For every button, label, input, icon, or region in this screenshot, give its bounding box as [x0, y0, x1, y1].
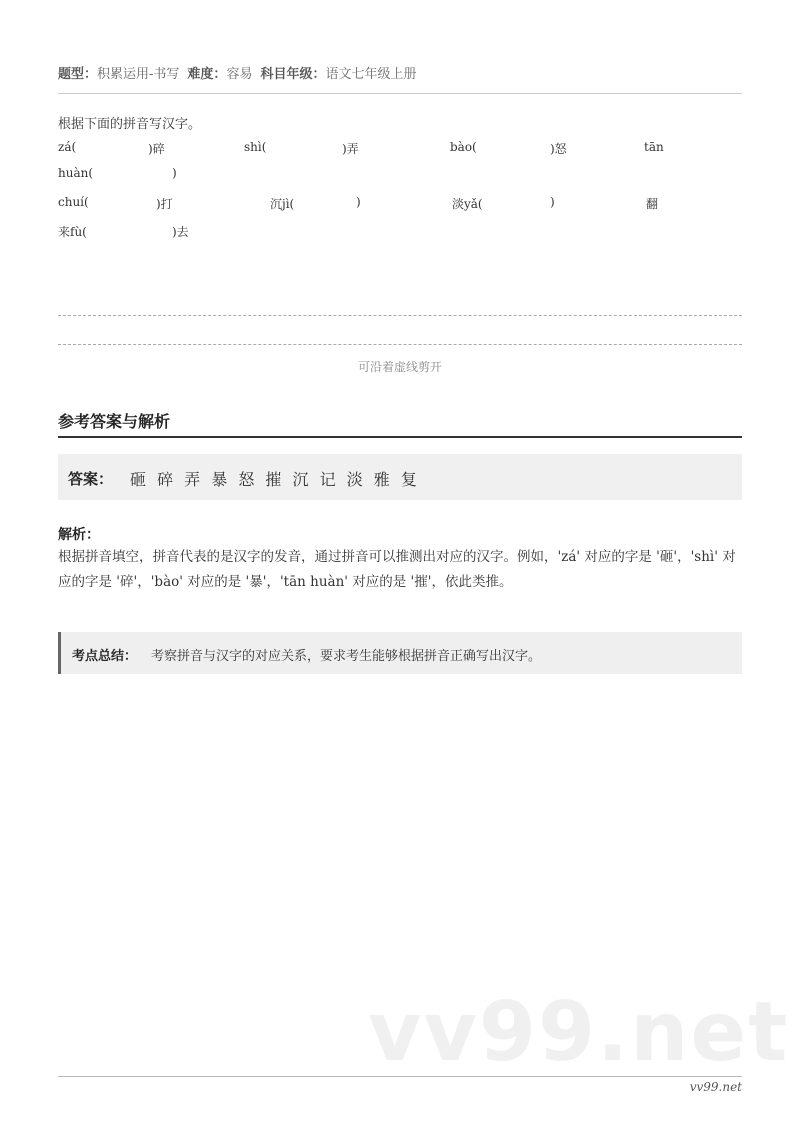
- question-row-4: [58, 223, 742, 243]
- question-blank-part: )碎: [148, 142, 165, 156]
- question-blank-part: bào(: [450, 140, 477, 154]
- analysis-text: 根据拼音填空，拼音代表的是汉字的发音，通过拼音可以推测出对应的汉字。例如，'zá' 对应的字是 '砸'，'shì' 对应的字是 '碎'，'bào' 对应的是 '暴'，'tān huàn' 对应的是 '摧'，依此类推。: [58, 549, 736, 590]
- question-blank-part: zá(: [58, 140, 77, 154]
- answer-box: [58, 454, 742, 500]
- summary-label: 考点总结：: [72, 649, 138, 664]
- footer-site: vv99.net: [689, 1080, 742, 1094]
- question-blank-part: chuí(: [58, 195, 89, 209]
- question-blank-part: 淡yǎ(: [452, 197, 483, 211]
- top-divider: [58, 93, 742, 94]
- question-row-3: [58, 195, 742, 215]
- question-blank-part: shì(: [244, 140, 267, 154]
- question-row-2: [58, 166, 742, 186]
- grade-label: 科目年级：: [260, 67, 326, 82]
- question-blank-part: )去: [172, 225, 189, 239]
- type-value: 积累运用-书写: [97, 67, 180, 82]
- grade-value: 语文七年级上册: [325, 67, 417, 82]
- question-blank-part: 沉jì(: [270, 197, 295, 211]
- difficulty-label: 难度：: [187, 67, 227, 82]
- question-blank-part: 翻: [646, 197, 659, 211]
- section-title: 参考答案与解析: [58, 412, 171, 431]
- summary-text: 考察拼音与汉字的对应关系，要求考生能够根据拼音正确写出汉字。: [151, 649, 542, 664]
- question-blank-part: huàn(: [58, 166, 94, 180]
- answer-area-divider: [58, 315, 742, 316]
- question-blank-part: ): [550, 195, 555, 209]
- type-label: 题型：: [58, 67, 98, 82]
- cut-line: [58, 344, 742, 345]
- footer-divider: [58, 1076, 742, 1077]
- question-meta: [58, 63, 416, 82]
- question-blank-part: 来fù(: [58, 225, 87, 239]
- answer-label: 答案：: [68, 470, 114, 488]
- summary-box: [58, 632, 742, 674]
- cut-hint: 可沿着虚线剪开: [357, 360, 442, 374]
- question-blank-part: )怒: [550, 142, 567, 156]
- analysis-label: 解析：: [58, 527, 100, 543]
- question-blank-part: )弄: [342, 142, 359, 156]
- question-blank-part: ): [356, 195, 361, 209]
- answer-text: 砸 碎 弄 暴 怒 摧 沉 记 淡 雅 复: [130, 470, 420, 489]
- question-blank-part: tān: [644, 140, 664, 154]
- section-underline: [58, 436, 742, 438]
- difficulty-value: 容易: [226, 67, 253, 82]
- question-blank-part: )打: [156, 197, 173, 211]
- question-blank-part: ): [172, 166, 177, 180]
- watermark: vv99.net: [368, 985, 790, 1080]
- question-row-1: [58, 140, 742, 160]
- question-intro: 根据下面的拼音写汉字。: [58, 117, 202, 132]
